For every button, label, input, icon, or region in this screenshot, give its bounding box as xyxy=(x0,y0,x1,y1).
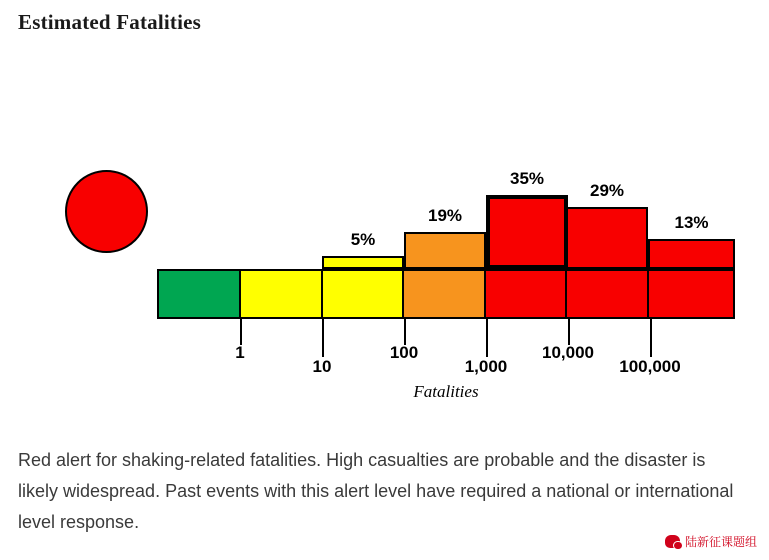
histogram-bars xyxy=(157,160,735,269)
fatalities-scale-bar xyxy=(157,269,735,319)
scale-segment xyxy=(241,271,322,317)
bar-value-label: 19% xyxy=(427,206,463,225)
axis-tick xyxy=(568,319,570,345)
axis-tick-label: 1,000 xyxy=(464,357,508,376)
scale-segment xyxy=(404,271,485,317)
scale-segment xyxy=(567,271,648,317)
histogram-bar xyxy=(648,239,735,269)
x-axis-title: Fatalities xyxy=(413,382,479,401)
axis-tick-label: 10 xyxy=(312,357,332,376)
axis-tick xyxy=(322,319,324,357)
scale-segment xyxy=(649,271,733,317)
histogram-bar-highlighted xyxy=(486,195,568,269)
axis-tick-label: 100 xyxy=(389,343,419,362)
watermark-text: 陆新征课题组 xyxy=(684,535,757,549)
watermark xyxy=(665,533,757,550)
axis-tick-label: 10,000 xyxy=(542,343,594,362)
histogram-bar xyxy=(566,207,648,269)
alert-circle-icon xyxy=(65,170,148,253)
alert-description: Red alert for shaking-related fatalities. High casualties are probable and the disaster is likely widespread. Past events with this alert level have required a national or international level response. xyxy=(18,450,734,532)
page-title: Estimated Fatalities xyxy=(18,10,202,34)
fatalities-histogram-chart xyxy=(157,160,737,410)
axis-tick-label: 100,000 xyxy=(619,357,681,376)
axis-tick-label: 1 xyxy=(235,343,245,362)
histogram-bar xyxy=(322,256,404,269)
histogram-bar xyxy=(404,232,486,269)
axis-tick xyxy=(486,319,488,357)
scale-segment xyxy=(159,271,241,317)
axis-tick xyxy=(404,319,406,345)
bar-value-label: 35% xyxy=(509,169,545,188)
scale-segment xyxy=(323,271,404,317)
bar-value-label: 29% xyxy=(589,181,625,200)
bar-value-label: 5% xyxy=(350,230,376,249)
bar-value-label: 13% xyxy=(674,213,709,232)
wechat-icon xyxy=(665,535,680,548)
axis-tick xyxy=(650,319,652,357)
axis-tick xyxy=(240,319,242,345)
scale-segment xyxy=(486,271,567,317)
